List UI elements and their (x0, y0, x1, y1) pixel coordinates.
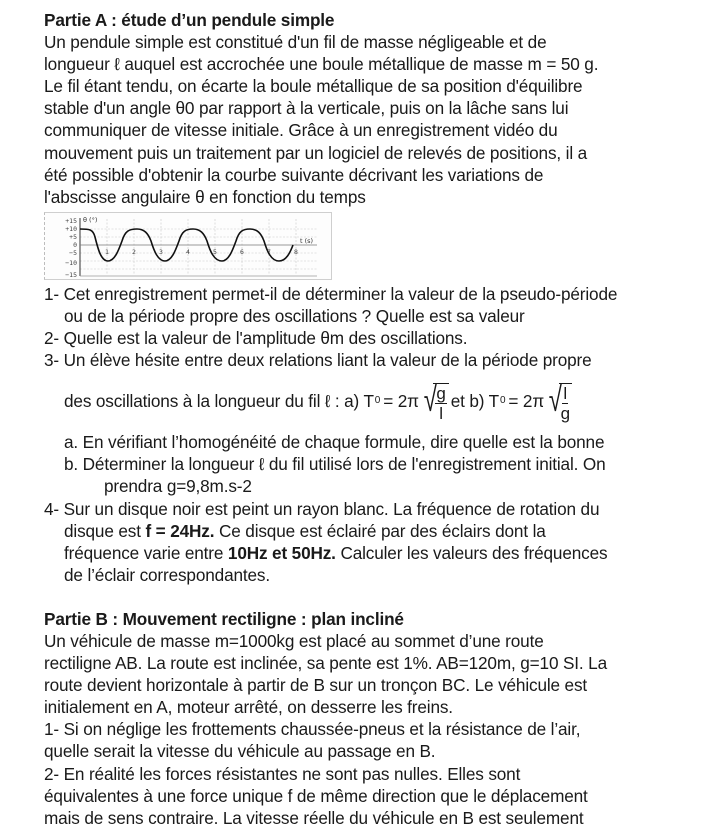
svg-text:−15: −15 (65, 270, 77, 279)
subscript-zero: 0 (374, 395, 381, 407)
partA-intro-line: mouvement puis un traitement par un logiciel de relevés de positions, il a (44, 142, 588, 163)
sqrt-icon: √ (423, 380, 437, 419)
q4-flash-frequency-range: 10Hz et 50Hz. (227, 542, 336, 563)
partA-question-4-line4: de l’éclair correspondantes. (64, 564, 270, 585)
period-formulas (44, 371, 714, 431)
formula-prefix: des oscillations à la longueur du fil ℓ : a) T (64, 391, 374, 412)
partB-intro-line: rectiligne AB. La route est inclinée, sa pente est 1%. AB=120m, g=10 SI. La (44, 653, 607, 674)
svg-text:+10: +10 (65, 224, 77, 233)
svg-text:θ (°): θ (°) (83, 215, 98, 224)
partA-intro-line: Un pendule simple est constitué d'un fil de masse négligeable et de (44, 32, 547, 53)
exercise-document (44, 9, 714, 829)
partB-intro-line: initialement en A, moteur arrêté, on desserre les freins. (44, 697, 453, 718)
partA-question-4-line2 (44, 520, 714, 542)
formula-mid: et b) T (450, 391, 499, 412)
partA-intro-line: l'abscisse angulaire θ en fonction du temps (44, 186, 366, 207)
svg-text:6: 6 (240, 247, 244, 256)
fraction-denominator: g (560, 403, 570, 423)
svg-text:2: 2 (132, 247, 136, 256)
formula-a-eq: = 2π (383, 391, 419, 412)
svg-text:1: 1 (105, 247, 109, 256)
partB-intro-line: route devient horizontale à partir de B sur un tronçon BC. Le véhicule est (44, 675, 588, 696)
svg-text:0: 0 (73, 240, 77, 249)
sqrt-formula-b (546, 380, 572, 423)
section-spacer (44, 586, 714, 608)
svg-text:4: 4 (186, 247, 190, 256)
partA-title: Partie A : étude d’un pendule simple (44, 10, 335, 30)
partB-intro-line: Un véhicule de masse m=1000kg est placé au sommet d’une route (44, 630, 544, 651)
fraction-numerator: l (563, 383, 568, 403)
svg-text:3: 3 (159, 247, 163, 256)
partB-question-1-cont: quelle serait la vitesse du véhicule au passage en B. (44, 741, 436, 762)
partB-question-1: 1- Si on néglige les frottements chaussée-pneus et la résistance de l’air, (44, 719, 581, 740)
svg-text:t (s): t (s) (300, 236, 314, 245)
partA-intro-line: longueur ℓ auquel est accrochée une boule métallique de masse m = 50 g. (44, 54, 599, 75)
svg-text:−5: −5 (69, 248, 77, 257)
partB-title: Partie B : Mouvement rectiligne : plan incliné (44, 608, 404, 629)
partA-intro-line: été possible d'obtenir la courbe suivante décrivant les variations de (44, 164, 544, 185)
partA-question-3: 3- Un élève hésite entre deux relations liant la valeur de la période propre (44, 350, 592, 371)
sqrt-icon: √ (548, 380, 562, 419)
graph-canvas (45, 213, 331, 279)
partA-intro-line: stable d'un angle θ0 par rapport à la verticale, puis on la lâche sans lui (44, 98, 569, 119)
formula-b-eq: = 2π (508, 391, 545, 412)
subscript-zero: 0 (500, 395, 506, 407)
partA-intro-line: communiquer de vitesse initiale. Grâce à un enregistrement vidéo du (44, 120, 558, 141)
partA-question-3b: b. Déterminer la longueur ℓ du fil utilisé lors de l'enregistrement initial. On (64, 454, 606, 475)
svg-text:−10: −10 (65, 258, 77, 267)
sqrt-formula-a (421, 380, 449, 423)
partA-intro-line: Le fil étant tendu, on écarte la boule métallique de sa position d'équilibre (44, 76, 583, 97)
partA-question-2: 2- Quelle est la valeur de l'amplitude θm des oscillations. (44, 328, 468, 349)
svg-text:+15: +15 (65, 216, 77, 225)
svg-text:+5: +5 (69, 232, 77, 241)
partA-question-1-cont: ou de la période propre des oscillations ? Quelle est sa valeur (64, 305, 525, 326)
partA-question-3b-cont: prendra g=9,8m.s-2 (104, 476, 252, 497)
fraction-numerator: g (436, 383, 446, 403)
q4-text: fréquence varie entre (64, 542, 228, 563)
partB-question-2: 2- En réalité les forces résistantes ne sont pas nulles. Elles sont (44, 763, 521, 784)
partB-question-2-cont: mais de sens contraire. La vitesse réelle du véhicule en B est seulement (44, 807, 584, 828)
q4-text: Ce disque est éclairé par des éclairs dont la (214, 520, 546, 541)
svg-text:5: 5 (213, 247, 217, 256)
partA-question-4-line3 (44, 542, 714, 564)
partB-question-2-cont: équivalentes à une force unique f de même direction que le déplacement (44, 785, 588, 806)
q4-text: Calculer les valeurs des fréquences (335, 542, 608, 563)
svg-text:8: 8 (294, 247, 298, 256)
q4-text: disque est (64, 520, 146, 541)
q4-rotation-frequency: f = 24Hz. (145, 520, 215, 541)
partA-question-4: 4- Sur un disque noir est peint un rayon blanc. La fréquence de rotation du (44, 498, 600, 519)
partA-question-3a: a. En vérifiant l’homogénéité de chaque formule, dire quelle est la bonne (64, 432, 605, 453)
partA-question-1: 1- Cet enregistrement permet-il de déterminer la valeur de la pseudo-période (44, 283, 618, 304)
pendulum-angle-graph (44, 212, 332, 280)
svg-text:7: 7 (267, 247, 271, 256)
fraction-denominator: l (439, 403, 443, 423)
